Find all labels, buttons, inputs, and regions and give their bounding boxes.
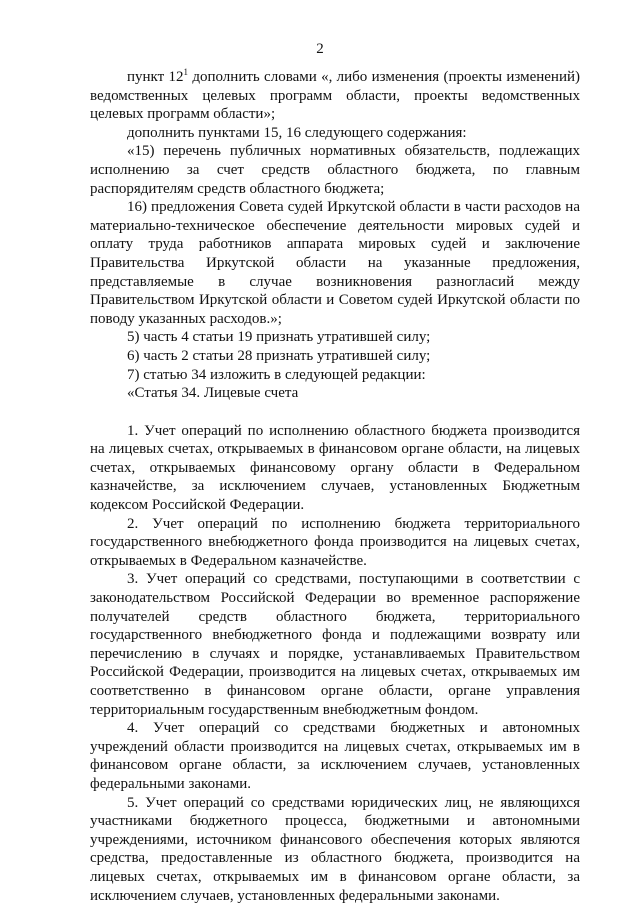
amendment-point-6: 6) часть 2 статьи 28 признать утратившей силу; — [127, 347, 431, 364]
article-part-4: 4. Учет операций со средствами бюджетных и автономных учреждений области производится на лицевых счетах, открываемых им в финансовом органе области, за исключением случаев, установленных федеральными законами. — [90, 720, 580, 792]
article-part-3: 3. Учет операций со средствами, поступающими в соответствии с законодательством Российской Федерации во временное распоряжение получателей средств областного бюджета, территориального государственного внебюджетного фонда и подлежащими возврату или перечислению в случаях и порядке, устанавливаемых Правительством Российской Федерации, производится на лицевых счетах, открываемых им соответственно в финансовом органе области, органе управления территориальным государственным внебюджетным фондом. — [90, 571, 580, 718]
document-body — [90, 68, 580, 905]
item12-text-start: пункт 12 — [127, 69, 184, 85]
section-spacer — [90, 403, 580, 422]
article-part-2: 2. Учет операций по исполнению бюджета территориального государственного внебюджетного фонда производится на лицевых счетах, открываемых в Федеральном казначействе. — [90, 515, 580, 569]
amendment-item-15: «15) перечень публичных нормативных обязательств, подлежащих исполнению за счет средств областного бюджета, по главным распорядителям средств областного бюджета; — [90, 143, 580, 197]
amendment-point-7: 7) статью 34 изложить в следующей редакции: — [127, 366, 426, 383]
item12-text-end: дополнить словами «, либо изменения (проекты изменений) ведомственных целевых программ области, проекты ведомственных целевых программ области»; — [90, 69, 581, 123]
amendment-item-16: 16) предложения Совета судей Иркутской области в части расходов на материально-техническое обеспечение деятельности мировых судей и оплату труда работников аппарата мировых судей и заключение Правительства Иркутской области на указанные предложения, представляемые в случае возникновения разногласий между Правительством Иркутской области и Советом судей Иркутской области по поводу указанных расходов.»; — [90, 199, 580, 327]
article-part-1: 1. Учет операций по исполнению областного бюджета производится на лицевых счетах, открываемых в финансовом органе области, на лицевых счетах, открываемых финансовому органу области в Федеральном казначействе, за исключением случаев, установленных Бюджетным кодексом Российской Федерации. — [90, 422, 580, 514]
amendment-item-12 — [90, 68, 580, 124]
article-title: «Статья 34. Лицевые счета — [127, 385, 299, 402]
page-number: 2 — [316, 41, 324, 57]
amendment-point-5: 5) часть 4 статьи 19 признать утратившей силу; — [127, 329, 431, 346]
article-part-5: 5. Учет операций со средствами юридических лиц, не являющихся участниками бюджетного процесса, бюджетными и автономными учреждениями, источником финансового обеспечения которых являются средства, предоставленные из областного бюджета, производится на лицевых счетах, открываемых им в финансовом органе области, за исключением случаев, установленных федеральными законами. — [90, 794, 580, 904]
add-items-line: дополнить пунктами 15, 16 следующего содержания: — [127, 124, 467, 141]
item12-superscript: 1 — [183, 67, 189, 77]
